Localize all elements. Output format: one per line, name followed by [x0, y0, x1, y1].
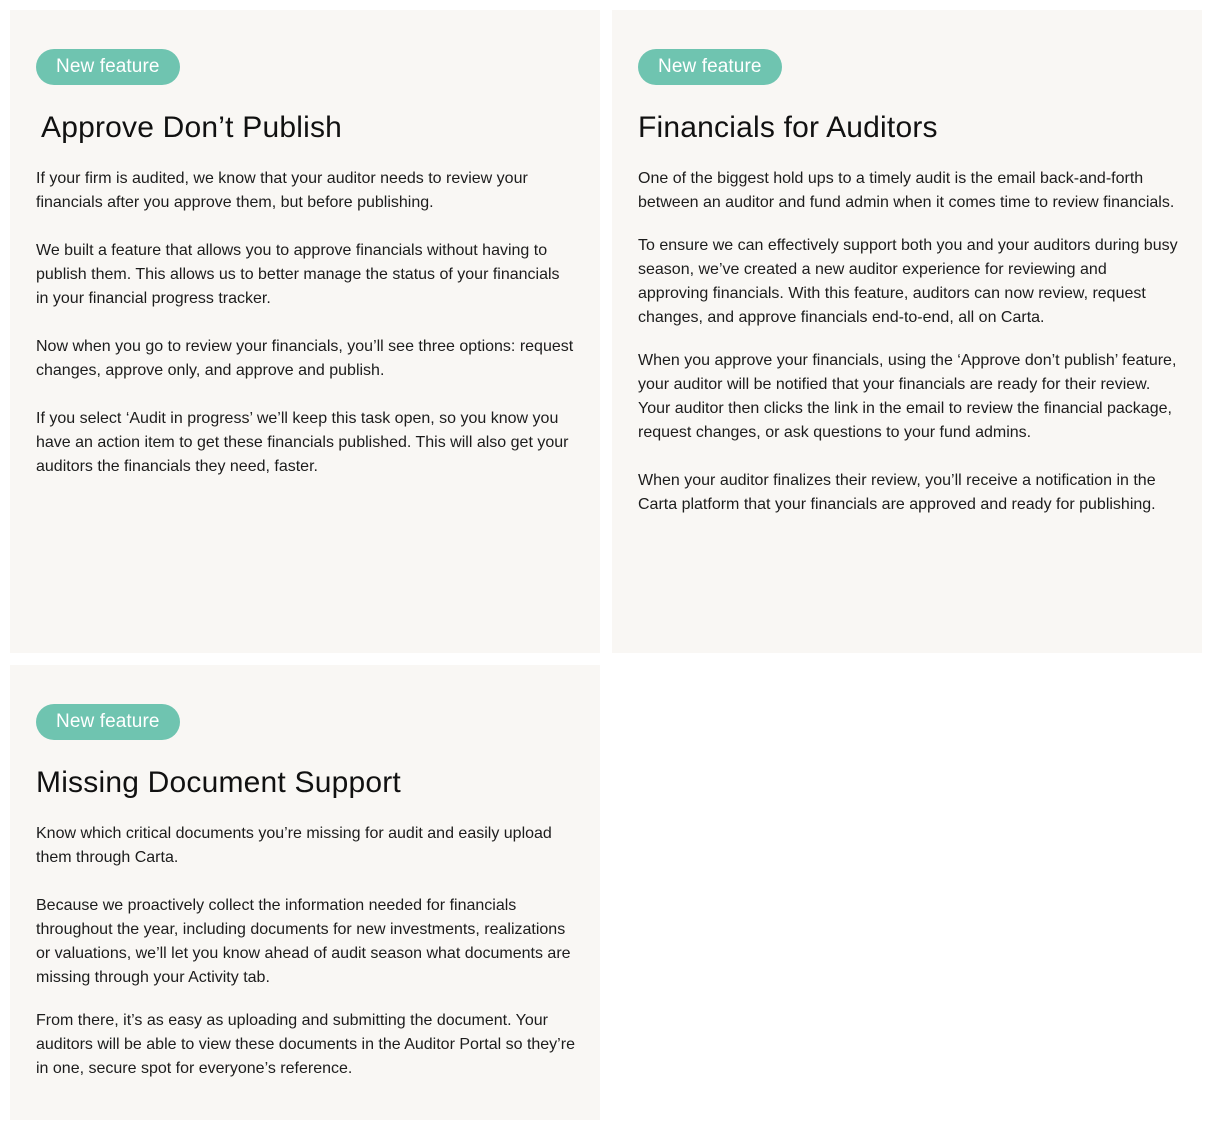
card-body	[638, 167, 1178, 517]
card-paragraph: One of the biggest hold ups to a timely audit is the email back-and-forth between an auditor and fund admin when it comes time to review financials.	[638, 170, 1175, 211]
feature-card-financials-for-auditors	[612, 10, 1202, 653]
card-paragraph: If you select ‘Audit in progress’ we’ll keep this task open, so you know you have an action item to get these financials published. This will also get your auditors the financials they need, faster.	[36, 410, 569, 475]
new-feature-badge: New feature	[36, 704, 180, 740]
feature-card-missing-document-support	[10, 665, 600, 1120]
card-paragraph: When your auditor finalizes their review, you’ll receive a notification in the Carta platform that your financials are approved and ready for publishing.	[638, 472, 1156, 513]
new-feature-badge: New feature	[638, 49, 782, 85]
card-paragraph: To ensure we can effectively support both you and your auditors during busy season, we’ve created a new auditor experience for reviewing and approving financials. With this feature, auditors can now review, request changes, and approve financials end-to-end, all on Carta.	[638, 237, 1178, 326]
new-feature-badge: New feature	[36, 49, 180, 85]
card-paragraph: We built a feature that allows you to approve financials without having to publish them. This allows us to better manage the status of your financials in your financial progress tracker.	[36, 242, 560, 307]
card-paragraph: Now when you go to review your financials, you’ll see three options: request changes, approve only, and approve and publish.	[36, 338, 574, 379]
card-title: Financials for Auditors	[638, 111, 938, 144]
card-paragraph: From there, it’s as easy as uploading and submitting the document. Your auditors will be able to view these documents in the Auditor Portal so they’re in one, secure spot for everyone’s reference.	[36, 1012, 575, 1077]
card-paragraph: When you approve your financials, using the ‘Approve don’t publish’ feature, your auditor will be notified that your financials are ready for their review. Your auditor then clicks the link in the email to review the financial package, request changes, or ask questions to your fund admins.	[638, 352, 1177, 441]
card-title: Missing Document Support	[36, 766, 401, 799]
feature-card-approve-dont-publish	[10, 10, 600, 653]
card-paragraph: Know which critical documents you’re missing for audit and easily upload them through Carta.	[36, 825, 552, 866]
card-body	[36, 822, 576, 1081]
card-paragraph: If your firm is audited, we know that your auditor needs to review your financials after you approve them, but before publishing.	[36, 170, 528, 211]
card-paragraph: Because we proactively collect the information needed for financials throughout the year, including documents for new investments, realizations or valuations, we’ll let you know ahead of audit season what documents are missing through your Activity tab.	[36, 897, 571, 986]
card-body	[36, 167, 576, 479]
card-title: Approve Don’t Publish	[41, 111, 343, 144]
